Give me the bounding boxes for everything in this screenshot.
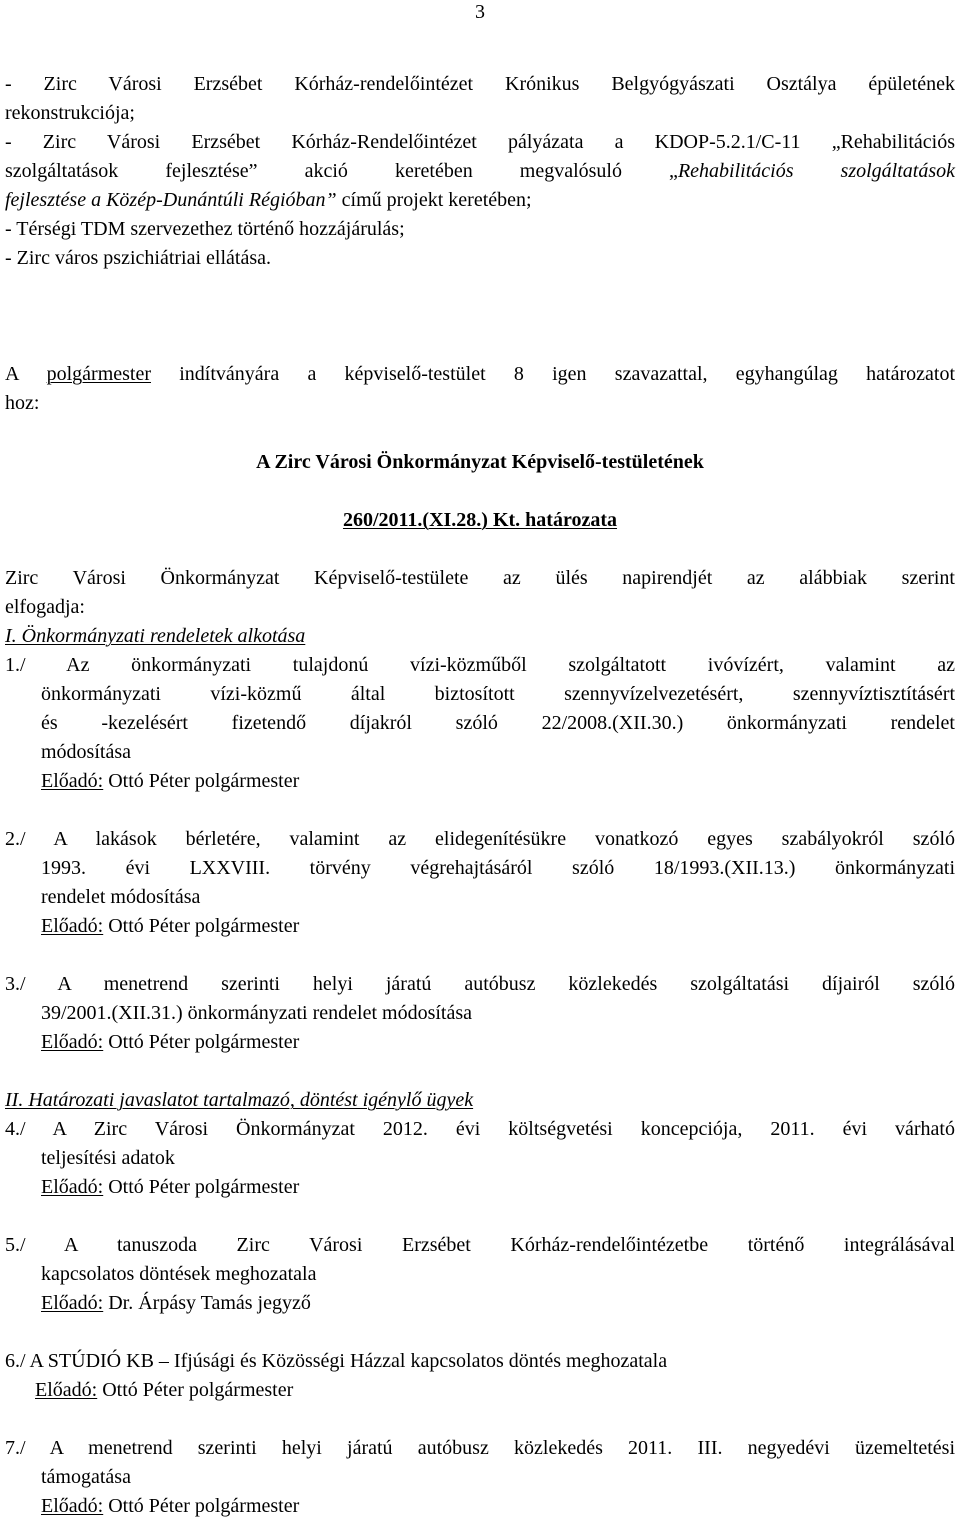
intro-line: rekonstrukciója; bbox=[5, 102, 135, 124]
presenter-line: Előadó: Ottó Péter polgármester bbox=[41, 1176, 300, 1198]
presenter-line: Előadó: Ottó Péter polgármester bbox=[41, 915, 300, 937]
presenter-line: Előadó: Ottó Péter polgármester bbox=[35, 1379, 294, 1401]
intro-line: szolgáltatások fejlesztése” akció keretében megvalósuló „Rehabilitációs szolgáltatások bbox=[5, 160, 955, 182]
motion-line: A polgármester indítványára a képviselő-testület 8 igen szavazattal, egyhangúlag határozatot bbox=[5, 363, 956, 385]
intro-line: - Zirc város pszichiátriai ellátása. bbox=[5, 247, 271, 269]
resolution-text: elfogadja: bbox=[5, 596, 85, 618]
intro-line: - Térségi TDM szervezethez történő hozzájárulás; bbox=[5, 218, 405, 240]
presenter-line: Előadó: Ottó Péter polgármester bbox=[41, 1495, 300, 1517]
page-number: 3 bbox=[475, 1, 485, 23]
intro-line: fejlesztése a Közép-Dunántúli Régióban” című projekt keretében; bbox=[5, 189, 532, 211]
resolution-text: Zirc Városi Önkormányzat Képviselő-testülete az ülés napirendjét az alábbiak szerint bbox=[5, 567, 955, 589]
resolution-title: A Zirc Városi Önkormányzat Képviselő-testületének bbox=[256, 451, 704, 473]
motion-line: hoz: bbox=[5, 392, 40, 414]
intro-line: - Zirc Városi Erzsébet Kórház-Rendelőintézet pályázata a KDOP-5.2.1/C-11 „Rehabilitációs bbox=[5, 131, 955, 153]
intro-line: - Zirc Városi Erzsébet Kórház-rendelőintézet Krónikus Belgyógyászati Osztálya épületének bbox=[5, 73, 955, 95]
presenter-line: Előadó: Ottó Péter polgármester bbox=[41, 1031, 300, 1053]
section-heading-1: I. Önkormányzati rendeletek alkotása bbox=[5, 625, 306, 647]
polgarmester-link[interactable]: polgármester bbox=[46, 363, 151, 385]
resolution-number: 260/2011.(XI.28.) Kt. határozata bbox=[342, 509, 618, 531]
presenter-line: Előadó: Dr. Árpásy Tamás jegyző bbox=[41, 1292, 311, 1314]
section-heading-2: II. Határozati javaslatot tartalmazó, döntést igénylő ügyek bbox=[5, 1089, 474, 1111]
presenter-line: Előadó: Ottó Péter polgármester bbox=[41, 770, 300, 792]
